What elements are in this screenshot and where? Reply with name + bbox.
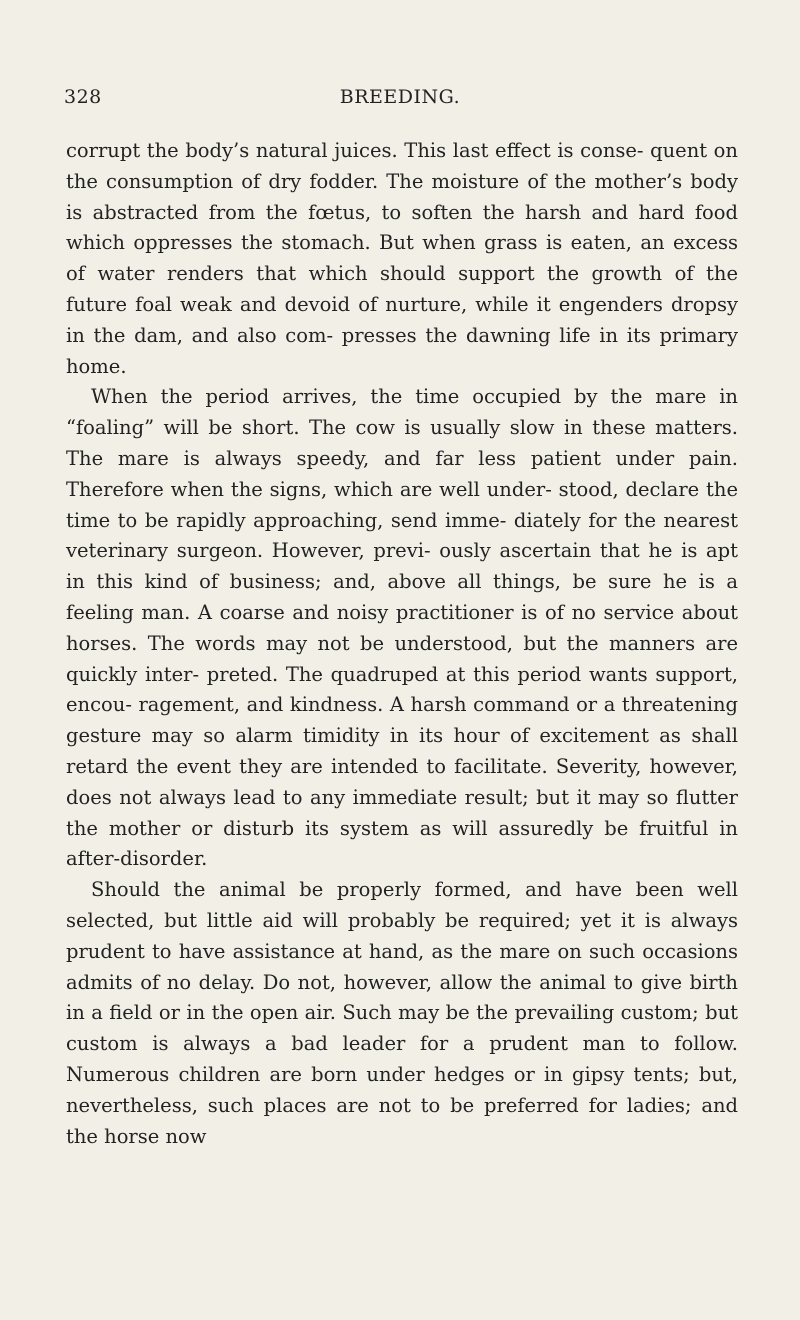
paragraph-foaling: When the period arrives, the time occupied by the mare in “foaling” will be short. The cow is usually slow in these matters. The mare is always speedy, and far less patient under pain. Therefore when the signs, which are well under- stood, declare the time to be rapidly approaching, send imme- diately for the nearest veterinary surgeon. However, previ- ously ascertain that he is apt in this kind of business; and, above all things, be sure he is a feeling man. A coarse and noisy practitioner is of no service about horses. The words may not be understood, but the manners are quickly inter- preted. The quadruped at this period wants support, encou- ragement, and kindness. A harsh command or a threatening gesture may so alarm timidity in its hour of excitement as shall retard the event they are intended to facilitate. Severity, however, does not always lead to any immediate result; but it may so flutter the mother or disturb its system as will assuredly be fruitful in after-disorder. — [66, 385, 738, 871]
paragraph-assistance: Should the animal be properly formed, and have been well selected, but little aid will probably be required; yet it is always prudent to have assistance at hand, as the mare on such occasions admits of no delay. Do not, however, allow the animal to give birth in a field or in the open air. Such may be the prevailing custom; but custom is always a bad leader for a prudent man to follow. Numerous children are born under hedges or in gipsy tents; but, nevertheless, such places are not to be preferred for ladies; and the horse now — [66, 878, 738, 1148]
paragraph-continued: corrupt the body’s natural juices. This last effect is conse- quent on the consumption of dry fodder. The moisture of the mother’s body is abstracted from the fœtus, to soften the harsh and hard food which oppresses the stomach. But when grass is eaten, an excess of water renders that which should support the growth of the future foal weak and devoid of nurture, while it engenders dropsy in the dam, and also com- presses the dawning life in its primary home. — [66, 139, 738, 378]
body-text — [66, 136, 738, 1152]
running-head: BREEDING. — [339, 86, 461, 108]
page-number: 328 — [64, 86, 102, 108]
page-header — [64, 86, 736, 116]
